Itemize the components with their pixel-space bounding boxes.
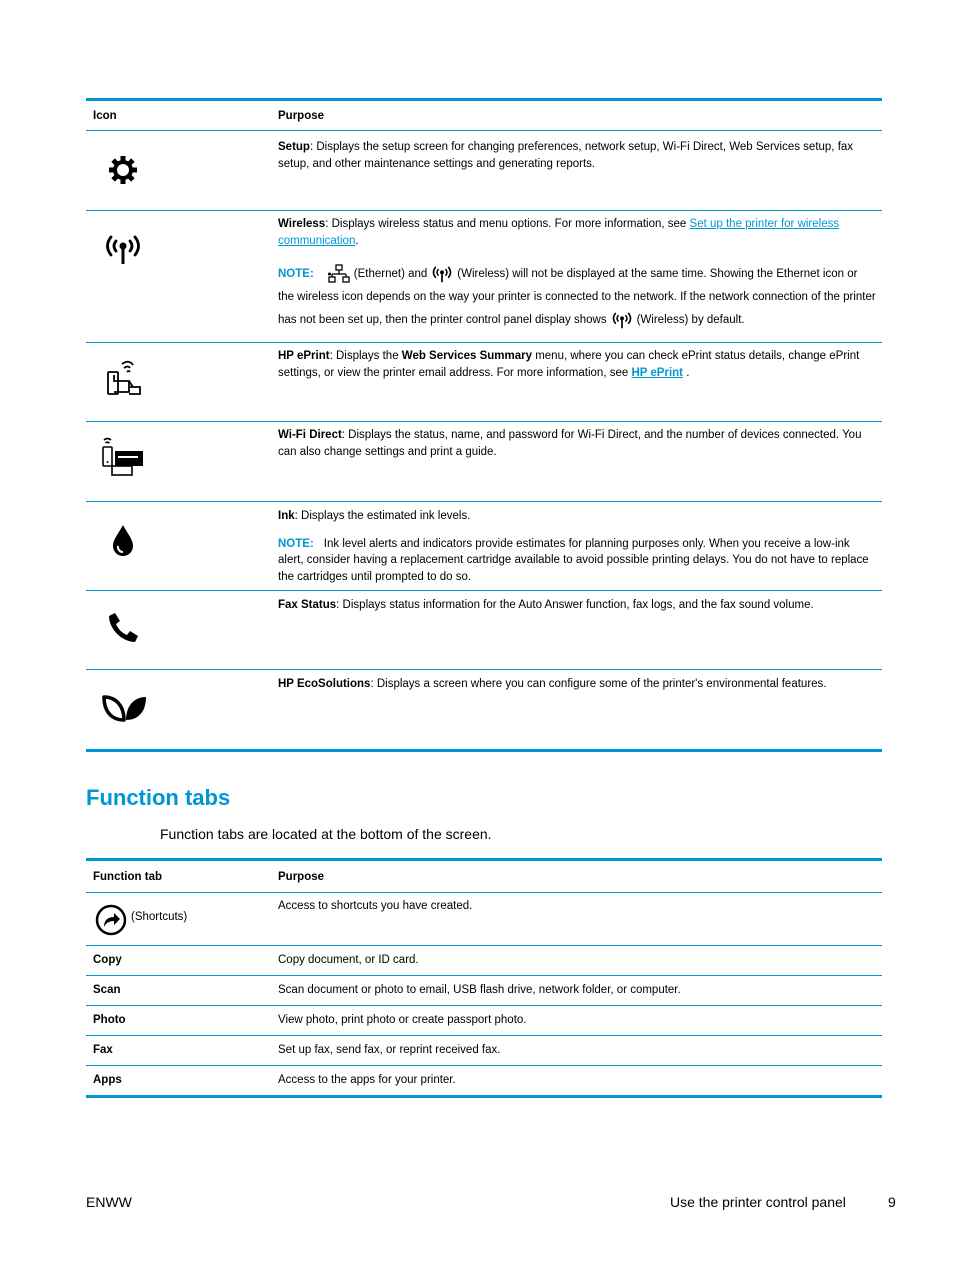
- page-number: 9: [888, 1194, 896, 1210]
- eprint-icon: [105, 359, 145, 399]
- footer-locale: ENWW: [86, 1194, 132, 1210]
- shortcuts-icon: [95, 904, 127, 936]
- eprint-link[interactable]: HP ePrint: [631, 366, 684, 379]
- ink-title: Ink: [278, 510, 295, 522]
- table-row-setup: [86, 131, 882, 210]
- function-tab-purpose: Copy document, or ID card.: [278, 954, 419, 966]
- function-tab-name: Apps: [93, 1074, 122, 1086]
- wireless-note: NOTE: (Ethernet) and (Wireless) will not be displayed at the same time. Showing the Ethernet icon or the wireless icon depends on the way your printer is connected to the network. If the network connection of the printer has not been set up, then the printer control panel display shows (Wireless) by default.: [278, 263, 876, 332]
- wireless-icon-inline-2: [611, 309, 633, 331]
- footer-chapter-title: Use the printer control panel: [670, 1194, 846, 1210]
- ecosolutions-title: HP EcoSolutions: [278, 678, 371, 690]
- table-row: [86, 945, 882, 975]
- function-tab-name: Photo: [93, 1014, 126, 1026]
- function-tab-name: Copy: [93, 954, 122, 966]
- wireless-description: Wireless: Displays wireless status and menu options. For more information, see Set up the printer for wireless communication. NOTE: (Ethernet) and (Wireless) will not be displayed at the same time. Showing the Ethernet icon or the wireless icon depends on the way your printer is connected to the network. If the network connection of the printer has not been set up, then the printer control panel display shows (Wireless) by default.: [278, 216, 876, 332]
- table-row-eprint: [86, 342, 882, 421]
- function-tab-name: Fax: [93, 1044, 113, 1056]
- eprint-description: HP ePrint: Displays the Web Services Summary menu, where you can check ePrint status details, change ePrint settings, or view the printer email address. For more information, see HP ePrint .: [278, 350, 860, 379]
- ink-description: Ink: Displays the estimated ink levels. NOTE: Ink level alerts and indicators provide estimates for planning purposes only. When you receive a low-ink alert, consider having a replacement cartridge available to avoid possible printing delays. You do not have to replace the cartridges until prompted to do so.: [278, 508, 876, 585]
- wireless-title: Wireless: [278, 218, 326, 230]
- table-row-ink: [86, 501, 882, 590]
- ink-drop-icon: [110, 524, 136, 558]
- table-row-shortcuts: [86, 893, 882, 945]
- icon-table: [86, 98, 882, 752]
- col-icon-header: Icon: [93, 110, 117, 122]
- eprint-title: HP ePrint: [278, 350, 330, 362]
- leaf-icon: [102, 694, 148, 724]
- wireless-setup-link[interactable]: Set up the printer for wireless communication: [278, 218, 840, 247]
- icon-table-header: [86, 101, 882, 130]
- table-row-wireless: [86, 210, 882, 342]
- function-tabs-intro: Function tabs are located at the bottom of the screen.: [160, 826, 492, 842]
- ink-note: NOTE: Ink level alerts and indicators provide estimates for planning purposes only. When you receive a low-ink alert, consider having a replacement cartridge available to avoid possible printing delays. You do not have to replace the cartridges until prompted to do so.: [278, 537, 869, 583]
- shortcuts-purpose: Access to shortcuts you have created.: [278, 900, 473, 912]
- function-tab-purpose: Set up fax, send fax, or reprint received fax.: [278, 1044, 501, 1056]
- col-purpose-header: Purpose: [278, 110, 325, 122]
- function-tabs-table: [86, 858, 882, 1098]
- table-row: [86, 1035, 882, 1065]
- function-tab-purpose: View photo, print photo or create passport photo.: [278, 1014, 527, 1026]
- note-label: NOTE:: [278, 537, 314, 550]
- table-row: [86, 1065, 882, 1095]
- note-label: NOTE:: [278, 268, 314, 281]
- table-row-fax-status: [86, 590, 882, 669]
- wifi-direct-description: Wi-Fi Direct: Displays the status, name, and password for Wi-Fi Direct, and the number of devices connected. You can also change settings and print a guide.: [278, 429, 862, 458]
- wifi-direct-icon: [100, 436, 146, 478]
- table-row-ecosolutions: [86, 669, 882, 749]
- ethernet-icon: [328, 264, 350, 284]
- fax-status-description: Fax Status: Displays status information for the Auto Answer function, fax logs, and the fax sound volume.: [278, 599, 814, 611]
- col-function-tab-header: Function tab: [93, 871, 162, 883]
- table-row: [86, 975, 882, 1005]
- function-tab-purpose: Scan document or photo to email, USB flash drive, network folder, or computer.: [278, 984, 681, 996]
- wireless-icon-inline: [431, 263, 453, 285]
- ecosolutions-description: HP EcoSolutions: Displays a screen where you can configure some of the printer's environmental features.: [278, 678, 827, 690]
- wifi-direct-title: Wi-Fi Direct: [278, 429, 342, 441]
- fax-status-title: Fax Status: [278, 599, 337, 611]
- function-tab-purpose: Access to the apps for your printer.: [278, 1074, 456, 1086]
- setup-title: Setup: [278, 141, 310, 153]
- col-purpose-header: Purpose: [278, 871, 325, 883]
- table-row-wifi-direct: [86, 421, 882, 501]
- section-heading-function-tabs: Function tabs: [86, 785, 231, 810]
- gear-icon: [106, 153, 140, 187]
- setup-description: Setup: Displays the setup screen for changing preferences, network setup, Wi-Fi Direct, Web Services setup, fax setup, and other maintenance settings and generating reports.: [278, 141, 854, 170]
- function-tabs-header: [86, 861, 882, 892]
- shortcuts-label: (Shortcuts): [131, 911, 188, 923]
- phone-icon: [106, 611, 140, 645]
- table-row: [86, 1005, 882, 1035]
- function-tab-name: Scan: [93, 984, 121, 996]
- wireless-icon: [103, 231, 143, 267]
